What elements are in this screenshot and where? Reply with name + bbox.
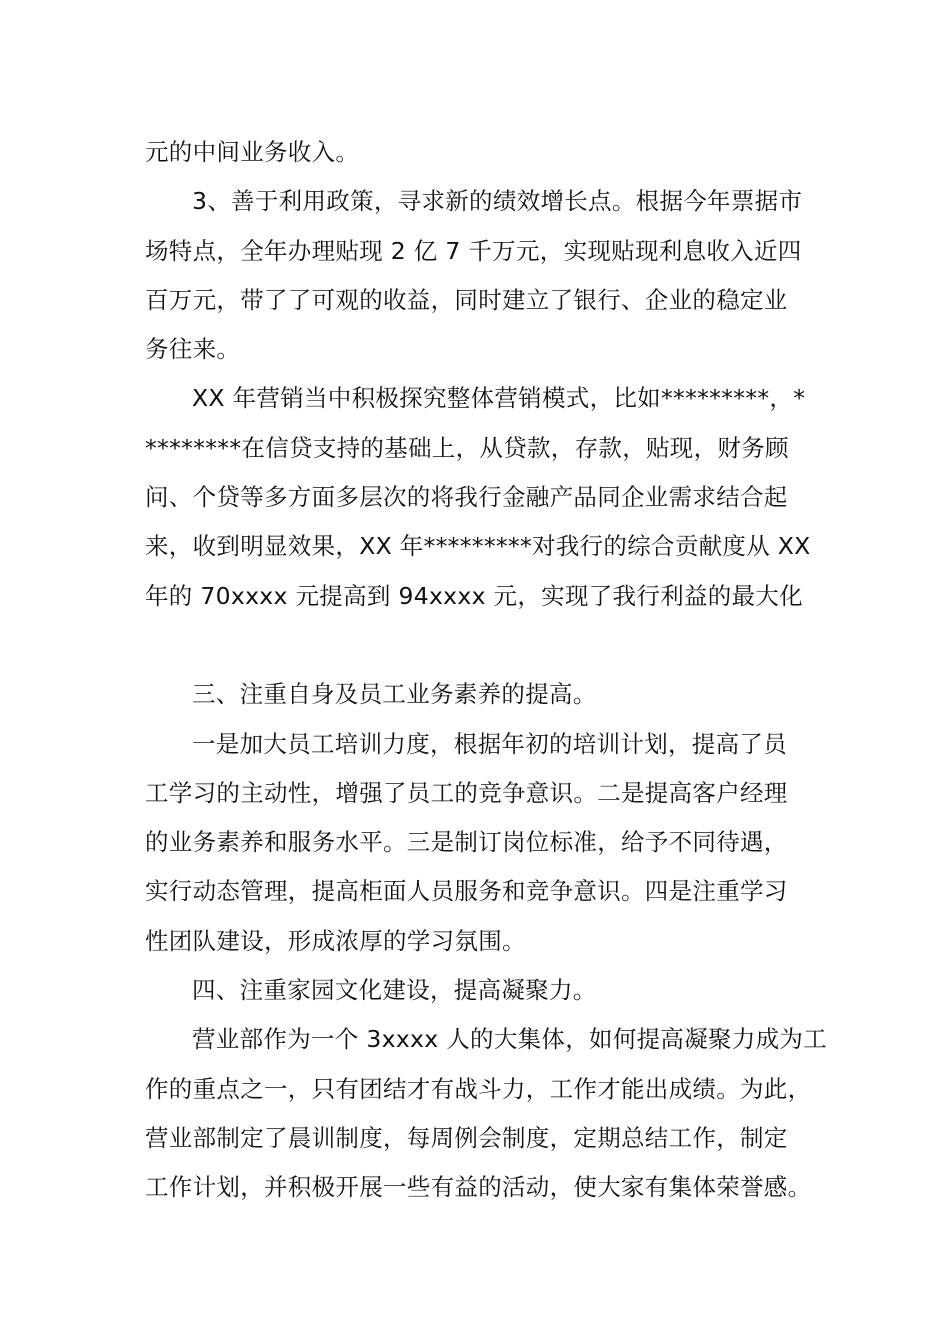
text-line: 的业务素养和服务水平。三是制订岗位标准，给予不同待遇， [145,828,788,857]
section-heading: 四、注重家园文化建设，提高凝聚力。 [192,976,597,1005]
text-line: 工学习的主动性，增强了员工的竞争意识。二是提高客户经理 [145,778,788,807]
text-line: 场特点，全年办理贴现 2 亿 7 千万元，实现贴现利息收入近四 [145,236,802,265]
paragraph-start-line: 3、善于利用政策，寻求新的绩效增长点。根据今年票据市 [192,187,803,216]
document-body [145,128,835,1213]
paragraph-start-line: 一是加大员工培训力度，根据年初的培训计划，提高了员 [192,729,787,758]
blank-line [145,621,835,670]
text-line: 年的 70xxxx 元提高到 94xxxx 元，实现了我行利益的最大化 [145,581,803,610]
text-line: 务往来。 [145,335,241,364]
section-heading: 三、注重自身及员工业务素养的提高。 [192,680,597,709]
text-line: 作的重点之一，只有团结才有战斗力，工作才能出成绩。为此， [145,1074,812,1103]
text-line: 性团队建设，形成浓厚的学习氛围。 [145,926,526,955]
text-line: ********在信贷支持的基础上，从贷款，存款，贴现，财务顾 [145,433,789,462]
text-line: 工作计划，并积极开展一些有益的活动，使大家有集体荣誉感。 [145,1173,812,1202]
text-line: 问、个贷等多方面多层次的将我行金融产品同企业需求结合起 [145,483,788,512]
text-line: 来，收到明显效果，XX 年*********对我行的综合贡献度从 XX [145,532,811,561]
paragraph-start-line: 营业部作为一个 3xxxx 人的大集体，如何提高凝聚力成为工 [192,1025,828,1054]
text-line: 实行动态管理，提高柜面人员服务和竞争意识。四是注重学习 [145,877,788,906]
text-line: 营业部制定了晨训制度，每周例会制度，定期总结工作，制定 [145,1123,788,1152]
text-line: 元的中间业务收入。 [145,138,360,166]
text-line: 百万元，带了了可观的收益，同时建立了银行、企业的稳定业 [145,285,788,314]
paragraph-start-line: XX 年营销当中积极探究整体营销模式，比如*********，* [192,384,806,413]
